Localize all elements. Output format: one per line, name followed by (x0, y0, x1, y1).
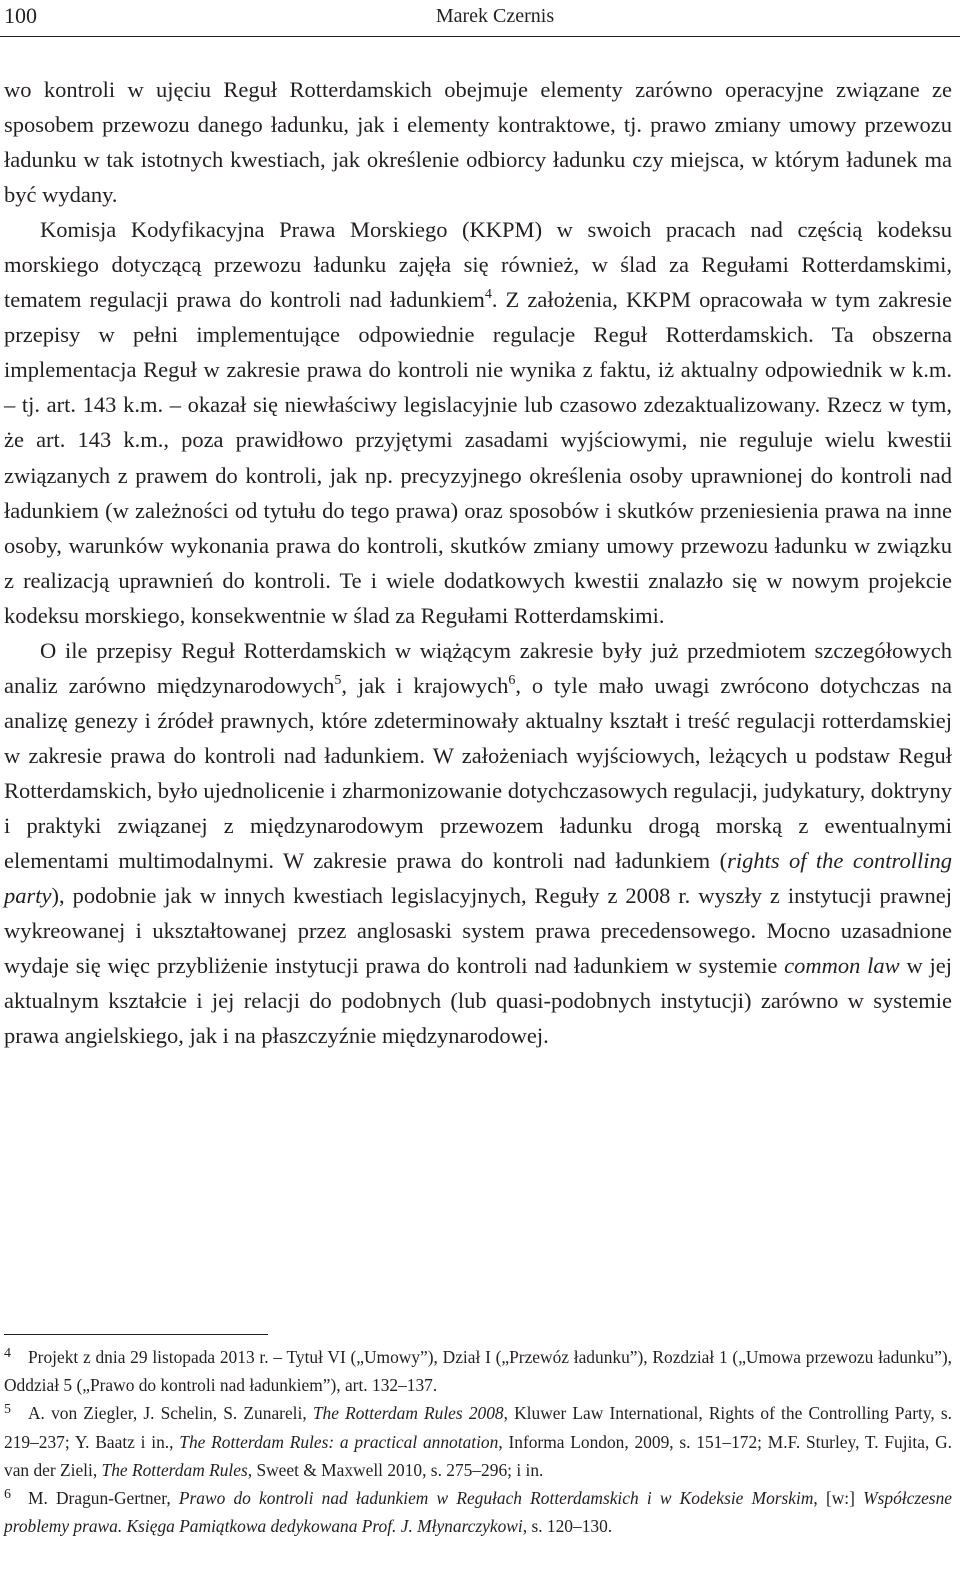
paragraph-2 (4, 212, 952, 633)
paragraph-3-text-b: , jak i krajowych (341, 672, 509, 698)
footnote-ref-5[interactable]: 5 (334, 672, 342, 688)
footnote-ref-6[interactable]: 6 (508, 672, 516, 688)
footnote-5-title-3: The Rotterdam Rules (101, 1459, 248, 1480)
page-number: 100 (4, 3, 37, 28)
paragraph-1 (4, 72, 952, 212)
paragraph-3-text-c: , o tyle mało uwagi zwrócono dotychczas na analizę genezy i źródeł prawnych, które zdeterminowały aktualny kształt i treść regulacji rotterdamskiej w zakresie prawa do kontroli nad ładunkiem. W założeniach wyjściowych, leżących u podstaw Reguł Rotterdamskich, było ujednolicenie i zharmonizowanie dotychczasowych regulacji, judykatury, doktryny i praktyki związanej z międzynarodowym przewozem ładunku drogą morską z ewentualnymi elementami multimodalnymi. W zakresie prawa do kontroli nad ładunkiem ( (4, 672, 952, 874)
footnote-5-title-2: The Rotterdam Rules: a practical annotation (179, 1431, 499, 1452)
main-text (4, 72, 952, 1053)
footnote-5-text-d: , Sweet & Maxwell 2010, s. 275–296; i in. (247, 1459, 544, 1480)
paragraph-3-text-d: ), podobnie jak w innych kwestiach legislacyjnych, Reguły z 2008 r. wyszły z instytucji prawnej wykreowanej i ukształtowanej przez anglosaski system prawa precedensowego. Mocno uzasadnione wydaje się więc przybliżenie instytucji prawa do kontroli nad ładunkiem w systemie (4, 883, 952, 979)
footnote-separator (4, 1334, 268, 1335)
paragraph-3-text-a: O ile przepisy Reguł Rotterdamskich w wiążącym zakresie były już przedmiotem szczegółowych analiz zarówno międzynarodowych (4, 637, 952, 698)
running-header (0, 0, 960, 37)
footnote-6-title-2: Współczesne problemy prawa. Księga Pamiątkowa dedykowana Prof. J. Młynarczykowi (4, 1488, 952, 1537)
footnote-5-text-a: A. von Ziegler, J. Schelin, S. Zunareli, (28, 1403, 313, 1424)
footnote-4: 4 Projekt z dnia 29 listopada 2013 r. – Tytuł VI („Umowy”), Dział I („Przewóz ładunku”), Rozdział 1 („Umowa przewozu ładunku”), Oddział 5 („Prawo do kontroli nad ładunkiem”), art. 132–137. (4, 1346, 952, 1396)
footnote-6-text-b: , [w:] (813, 1488, 864, 1509)
paragraph-1-text: wo kontroli w ujęciu Reguł Rotterdamskich obejmuje elementy zarówno operacyjne związane ze sposobem przewozu danego ładunku, jak i elementy kontraktowe, tj. prawo zmiany umowy przewozu ładunku w tak istotnych kwestiach, jak określenie odbiorcy ładunku czy miejsca, w którym ładunek ma być wydany. (4, 77, 952, 208)
footnote-4-text: Projekt z dnia 29 listopada 2013 r. – Tytuł VI („Umowy”), Dział I („Przewóz ładunku”), Rozdział 1 („Umowa przewozu ładunku”), Oddział 5 („Prawo do kontroli nad ładunkiem”), art. 132–137. (4, 1347, 952, 1396)
paragraph-2-text-a: Komisja Kodyfikacyjna Prawa Morskiego (KKPM) w swoich pracach nad częścią kodeksu morskiego dotyczącą przewozu ładunku zajęła się również, w ślad za Regułami Rotterdamskimi, tematem regulacji prawa do kontroli nad ładunkiem (4, 217, 952, 313)
footnote-6: 6 M. Dragun-Gertner, Prawo do kontroli nad ładunkiem w Regułach Rotterdamskich i w Kodeksie Morskim, [w:] Współczesne problemy prawa. Księga Pamiątkowa dedykowana Prof. J. Młynarczykowi, s. 120–130. (4, 1487, 952, 1537)
paragraph-3 (4, 633, 952, 1054)
footnote-6-text-a: M. Dragun-Gertner, (28, 1488, 179, 1509)
footnote-5: 5 A. von Ziegler, J. Schelin, S. Zunareli, The Rotterdam Rules 2008, Kluwer Law International, Rights of the Controlling Party, s. 219–237; Y. Baatz i in., The Rotterdam Rules: a practical annotation, Informa London, 2009, s. 151–172; M.F. Sturley, T. Fujita, G. van der Zieli, The Rotterdam Rules, Sweet & Maxwell 2010, s. 275–296; i in. (4, 1402, 953, 1480)
paragraph-3-italic-term-2: common law (784, 953, 900, 979)
paragraph-3-italic-term-1: rights of the controlling party (4, 848, 952, 909)
footnote-5-text-c: , Informa London, 2009, s. 151–172; M.F. Sturley, T. Fujita, G. van der Zieli, (4, 1431, 952, 1480)
footnote-5-text-b: , Kluwer Law International, Rights of the Controlling Party, s. 219–237; Y. Baatz i in., (4, 1403, 953, 1452)
footnote-5-title-1: The Rotterdam Rules 2008 (312, 1403, 504, 1424)
paragraph-3-text-e: w jej aktualnym kształcie i jej relacji do podobnych (lub quasi-podobnych instytucji) zarówno w systemie prawa angielskiego, jak i na płaszczyźnie międzynarodowej. (4, 953, 952, 1049)
footnotes (4, 1343, 952, 1540)
footnote-ref-4[interactable]: 4 (484, 287, 492, 303)
footnote-6-text-c: , s. 120–130. (522, 1516, 613, 1537)
running-head-author: Marek Czernis (435, 5, 555, 27)
paragraph-2-text-b: . Z założenia, KKPM opracowała w tym zakresie przepisy w pełni implementujące odpowiednie regulacje Reguł Rotterdamskich. Ta obszerna implementacja Reguł w zakresie prawa do kontroli nie wynika z faktu, iż aktualny odpowiednik w k.m. – tj. art. 143 k.m. – okazał się niewłaściwy legislacyjnie lub czasowo zdezaktualizowany. Rzecz w tym, że art. 143 k.m., poza prawidłowo przyjętymi zasadami wyjściowymi, nie reguluje wielu kwestii związanych z prawem do kontroli, jak np. precyzyjnego określenia osoby uprawnionej do kontroli nad ładunkiem (w zależności od tytułu do tego prawa) oraz sposobów i skutków przeniesienia prawa na inne osoby, warunków wykonania prawa do kontroli, skutków zmiany umowy przewozu ładunku w związku z realizacją uprawnień do kontroli. Te i wiele dodatkowych kwestii znalazło się w nowym projekcie kodeksu morskiego, konsekwentnie w ślad za Regułami Rotterdamskimi. (4, 287, 952, 628)
footnote-6-title-1: Prawo do kontroli nad ładunkiem w Regułach Rotterdamskich i w Kodeksie Morskim (178, 1488, 814, 1509)
